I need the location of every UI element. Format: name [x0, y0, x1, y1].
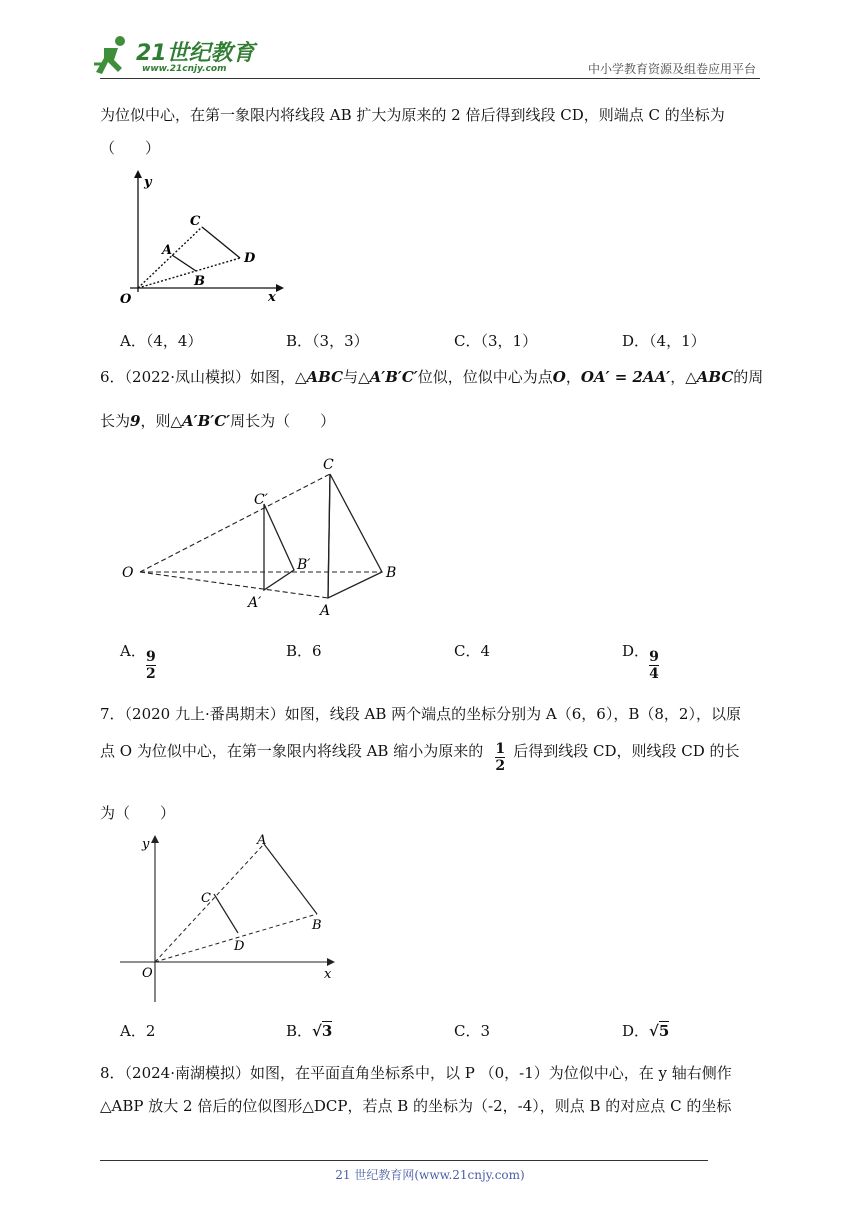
q5-x-arrow: [276, 284, 284, 292]
q6-label-c1: C′: [254, 492, 268, 508]
q7-frac-den: 2: [495, 758, 506, 774]
q7-fraction: [495, 742, 505, 773]
q7-option-b[interactable]: [286, 1020, 332, 1042]
q5-label-d: D: [244, 251, 256, 266]
q5-option-a[interactable]: A．（4，4）: [120, 332, 203, 350]
q7-option-d[interactable]: [622, 1020, 669, 1042]
q6-triangle-prime: △A′B′C′: [358, 368, 418, 386]
q6-label-a: A: [320, 603, 331, 619]
q5-text-line2: （ ）: [100, 139, 161, 157]
q6-equation: OA′ = 2AA′: [580, 368, 671, 386]
footer-text: 21 世纪教育网(www.21cnjy.com): [335, 1168, 525, 1182]
header-platform-text: 中小学教育资源及组卷应用平台: [587, 62, 756, 76]
q7-label-b: B: [312, 918, 322, 933]
q5-option-d[interactable]: D．（4，1）: [622, 332, 706, 350]
q8-text-line2: △ABP 放大 2 倍后的位似图形△DCP，若点 B 的坐标为（-2，-4），则点 B 的对应点 C 的坐标: [100, 1097, 732, 1115]
q6-label-b1: B′: [297, 557, 311, 573]
footer-divider: [100, 1160, 708, 1161]
q7-option-b-root: 3: [321, 1022, 333, 1040]
q6-label-o: O: [122, 565, 134, 581]
q6-mid1: 位似，位似中心为点: [417, 368, 553, 386]
q7-label-o: O: [142, 966, 153, 981]
q5-option-b[interactable]: B．（3，3）: [286, 332, 369, 350]
q7-line2-prefix: 点 O 为位似中心，在第一象限内将线段 AB 缩小为原来的: [100, 742, 484, 760]
q6-line2-suffix: 周长为（ ）: [230, 412, 336, 430]
q6-option-d[interactable]: [622, 640, 659, 681]
q6-option-a-num: 9: [145, 649, 156, 665]
q7-text-line2: [100, 740, 740, 773]
q7-text-line3: 为（ ）: [100, 804, 176, 822]
q6-option-b[interactable]: B．6: [286, 642, 322, 660]
q6-option-a-label: A．: [120, 642, 146, 660]
q6-option-d-num: 9: [649, 649, 659, 665]
q7-option-a[interactable]: A．2: [120, 1022, 156, 1040]
q6-option-a-fraction: [146, 650, 156, 681]
logo: [92, 34, 262, 78]
q6-triangle-prime-shape: [264, 504, 294, 590]
q7-option-b-label: B．: [286, 1022, 313, 1040]
q6-figure: [110, 452, 410, 622]
q6-suffix1: 的周: [733, 368, 764, 386]
q6-point-o: O: [552, 368, 566, 386]
q5-y-arrow: [134, 170, 142, 178]
q7-segment-ab: [264, 844, 317, 914]
q6-option-a-den: 2: [145, 666, 156, 682]
q7-text-line1: 7．（2020 九上·番禺期末）如图，线段 AB 两个端点的坐标分别为 A（6，6），B（8，2），以原: [100, 705, 741, 723]
q7-label-y: y: [142, 837, 150, 852]
q6-option-d-den: 4: [649, 666, 659, 682]
q6-text-line2: [100, 410, 335, 432]
q8-text-line1: 8．（2024·南湖模拟）如图，在平面直角坐标系中，以 P （0，-1）为位似中心，在 y 轴右侧作: [100, 1064, 732, 1082]
q6-option-c[interactable]: C．4: [454, 642, 491, 660]
q5-segment-cd: [202, 227, 240, 258]
sqrt-symbol: √: [312, 1022, 322, 1040]
q6-triangle-abc-shape: [328, 474, 382, 598]
q7-label-c: C: [201, 891, 211, 906]
q6-comma: ，: [565, 368, 581, 386]
q6-text-line1: [100, 366, 763, 388]
q5-label-b: B: [194, 274, 205, 289]
q6-nine: 9: [130, 412, 141, 430]
q7-option-d-label: D．: [622, 1022, 650, 1040]
q6-option-d-label: D．: [622, 642, 650, 660]
q7-label-x: x: [324, 967, 332, 982]
q5-label-y: y: [144, 175, 152, 190]
q7-line2-suffix: 后得到线段 CD，则线段 CD 的长: [513, 742, 740, 760]
logo-runner-icon: [92, 34, 132, 78]
logo-text: 21世纪教育: [136, 41, 255, 66]
sqrt-symbol: √: [649, 1022, 659, 1040]
q6-label-a1: A′: [248, 595, 262, 611]
q7-option-c[interactable]: C．3: [454, 1022, 491, 1040]
q6-with: 与: [343, 368, 359, 386]
q6-option-a[interactable]: [120, 640, 156, 681]
q5-figure: [110, 168, 290, 308]
q6-option-d-fraction: [649, 650, 659, 681]
q6-triangle-prime-2: △A′B′C′: [170, 412, 231, 430]
q7-label-a: A: [257, 833, 267, 848]
q7-option-d-root: 5: [658, 1022, 670, 1040]
q6-line2-mid: ，则: [140, 412, 171, 430]
q5-segment-ab: [172, 255, 196, 271]
q7-segment-cd: [214, 894, 238, 933]
q6-line2-prefix: 长为: [100, 412, 131, 430]
q5-label-o: O: [120, 292, 132, 307]
header-divider: [100, 78, 760, 79]
q6-label-b: B: [386, 565, 397, 581]
q6-comma2: ，: [670, 368, 686, 386]
q6-triangle-abc-2: △ABC: [685, 368, 734, 386]
q7-frac-num: 1: [495, 741, 506, 757]
q5-label-a: A: [162, 243, 173, 258]
q5-option-c[interactable]: C．（3，1）: [454, 332, 538, 350]
q6-label-c: C: [323, 457, 334, 473]
q5-text-line1: 为位似中心，在第一象限内将线段 AB 扩大为原来的 2 倍后得到线段 CD，则端点 C 的坐标为: [100, 106, 725, 124]
q6-prefix: 6．（2022·凤山模拟）如图，: [100, 368, 295, 386]
logo-url: www.21cnjy.com: [142, 64, 227, 74]
q5-label-c: C: [190, 214, 201, 229]
q7-label-d: D: [234, 939, 245, 954]
q7-figure: [112, 832, 342, 1008]
q5-label-x: x: [268, 290, 276, 305]
q6-triangle-abc: △ABC: [295, 368, 344, 386]
